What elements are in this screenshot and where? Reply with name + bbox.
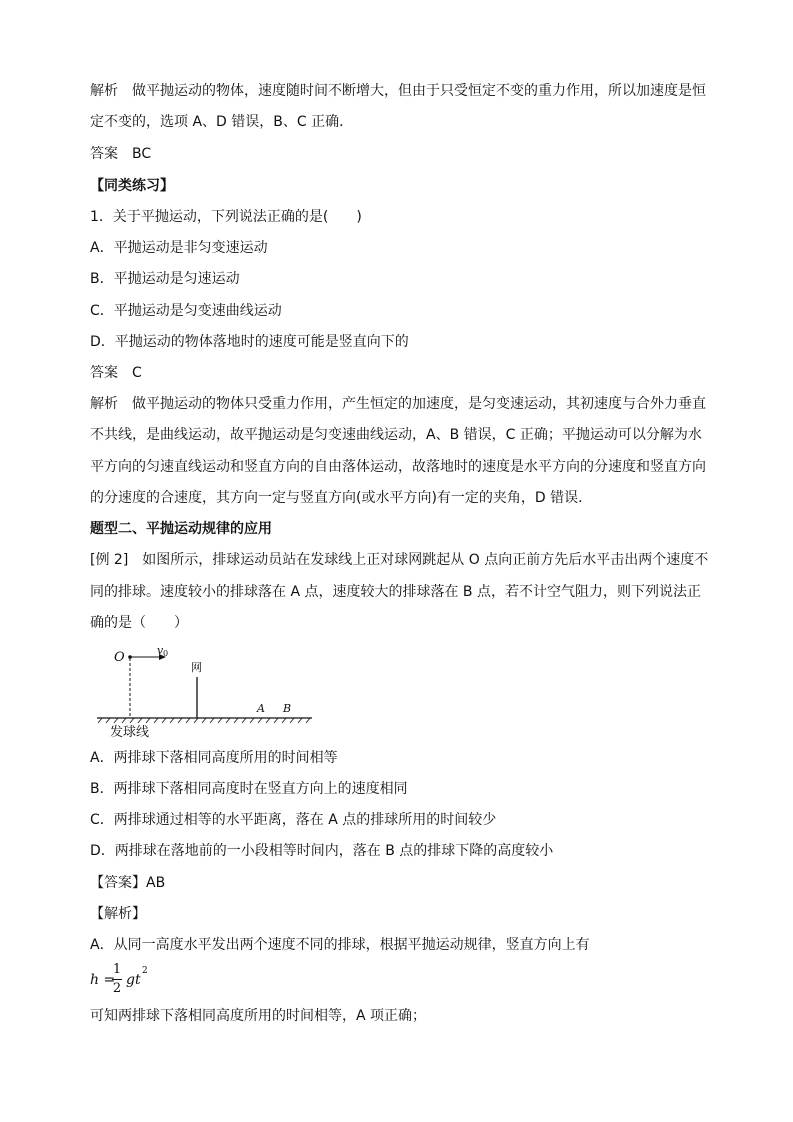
answer-2-label: 答案 — [90, 365, 118, 381]
example-2-line-1: [例 2] 如图所示，排球运动员站在发球线上正对球网跳起从 O 点向正前方先后水平击出两个速度不 — [90, 552, 709, 568]
answer-2 — [90, 363, 142, 383]
formula-numerator: 1 — [112, 962, 122, 977]
net-label: 网 — [191, 661, 202, 674]
section-practice-heading: 【同类练习】 — [90, 178, 174, 194]
formula-fraction — [112, 962, 122, 997]
question-1-option-c: C．平抛运动是匀变速曲线运动 — [90, 303, 282, 319]
section-type-2-heading: 题型二、平抛运动规律的应用 — [90, 521, 272, 537]
analysis-heading: 【解析】 — [90, 906, 146, 922]
formula-rhs: gt — [126, 972, 141, 988]
analysis-2-line-4: 的分速度的合速度，其方向一定与竖直方向(或水平方向)有一定的夹角，D 错误． — [90, 490, 593, 506]
example-2-option-d: D．两排球在落地前的一小段相等时间内，落在 B 点的排球下降的高度较小 — [90, 843, 554, 859]
answer-1-label: 答案 — [90, 146, 118, 162]
conclusion-line: 可知两排球下落相同高度所用的时间相等，A 项正确； — [90, 1008, 427, 1024]
analysis-1-line-1 — [90, 81, 706, 101]
example-2-line-3: 确的是（ ） — [90, 615, 188, 631]
formula-fraction-bar — [112, 979, 122, 980]
formula-exponent: 2 — [142, 966, 148, 976]
analysis-option-a: A．从同一高度水平发出两个速度不同的排球，根据平抛运动规律，竖直方向上有 — [90, 937, 590, 953]
answer-1 — [90, 144, 151, 164]
analysis-1-label: 解析 — [90, 83, 118, 99]
volleyball-diagram-svg — [90, 640, 320, 742]
question-1-option-a: A．平抛运动是非匀变速运动 — [90, 240, 268, 256]
volleyball-diagram — [90, 640, 320, 742]
formula-h — [90, 962, 210, 1002]
ground-hatching — [98, 718, 310, 723]
analysis-2-line-3: 平方向的匀速直线运动和竖直方向的自由落体运动，故落地时的速度是水平方向的分速度和竖直方向 — [90, 459, 706, 475]
answer-1-value: BC — [132, 146, 152, 162]
analysis-2-text-1: 做平抛运动的物体只受重力作用，产生恒定的加速度，是匀变速运动，其初速度与合外力垂直 — [132, 396, 706, 412]
formula-lhs: h = — [90, 972, 116, 988]
example-2-line-2: 同的排球。速度较小的排球落在 A 点，速度较大的排球落在 B 点，若不计空气阻力，则下列说法正 — [90, 584, 701, 600]
question-1-option-d: D．平抛运动的物体落地时的速度可能是竖直向下的 — [90, 334, 409, 350]
example-2-option-a: A．两排球下落相同高度所用的时间相等 — [90, 750, 338, 766]
velocity-label: v — [157, 644, 164, 657]
example-2-option-b: B．两排球下落相同高度时在竖直方向上的速度相同 — [90, 781, 408, 797]
point-a-label: A — [257, 702, 265, 715]
analysis-2-line-1 — [90, 394, 706, 414]
velocity-subscript: 0 — [163, 649, 169, 658]
analysis-2-label: 解析 — [90, 396, 118, 412]
analysis-1-text-1: 做平抛运动的物体，速度随时间不断增大，但由于只受恒定不变的重力作用，所以加速度是恒 — [132, 83, 706, 99]
question-1-stem: 1．关于平抛运动，下列说法正确的是( ) — [90, 209, 362, 225]
answer-2-value: C — [132, 365, 142, 381]
serve-line-label: 发球线 — [110, 725, 150, 740]
analysis-2-line-2: 不共线，是曲线运动，故平抛运动是匀变速曲线运动，A、B 错误，C 正确；平抛运动可以分解为水 — [90, 427, 702, 443]
question-1-option-b: B．平抛运动是匀速运动 — [90, 271, 240, 287]
analysis-1-line-2: 定不变的，选项 A、D 错误，B、C 正确． — [90, 114, 354, 130]
point-o-label: O — [114, 650, 125, 665]
formula-denominator: 2 — [112, 981, 122, 996]
answer-3: 【答案】AB — [90, 875, 166, 891]
point-b-label: B — [283, 702, 292, 715]
example-2-option-c: C．两排球通过相等的水平距离，落在 A 点的排球所用的时间较少 — [90, 812, 497, 828]
